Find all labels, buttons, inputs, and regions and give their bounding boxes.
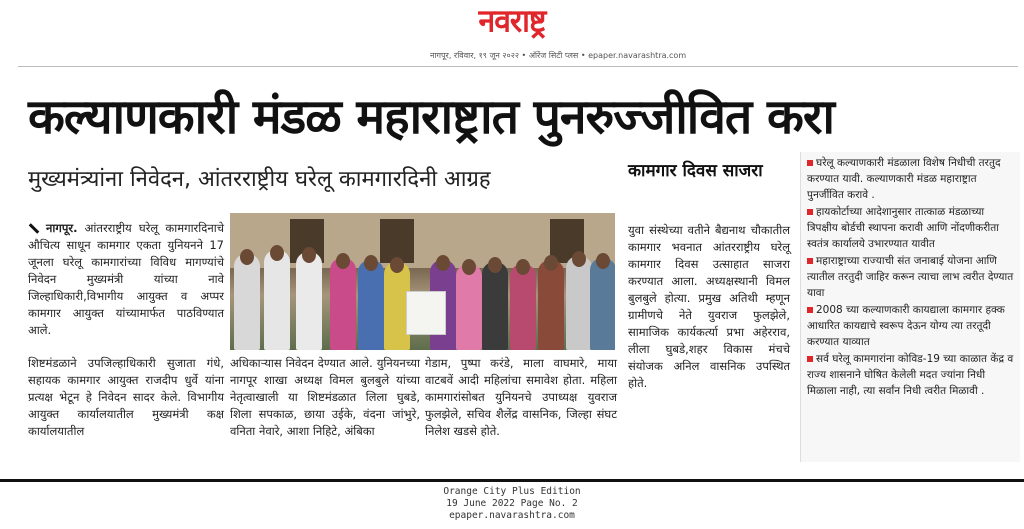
bullet-square-icon [807, 356, 813, 362]
demand-item [807, 253, 1016, 301]
article-photo [230, 213, 615, 350]
photo-person [296, 252, 322, 350]
dateline: नागपूर, रविवार, १९ जून २०२२ • ऑरेंज सिटी प्लस • epaper.navarashtra.com [430, 51, 687, 60]
photo-head [488, 257, 502, 273]
demand-item [807, 302, 1016, 350]
demand-text: 2008 च्या कल्याणकारी कायद्याला कामगार हक्क आधारित कायद्याचे स्वरूप देऊन योग्य त्या तरतूदी करण्यात याव्यात [807, 304, 1005, 348]
box-text: युवा संस्थेच्या वतीने बैद्यनाथ चौकातील कामगार भवनात आंतरराष्ट्रीय घरेलू कामगार दिवस उत्साहात साजरा करण्यात आला. अध्यक्षस्थानी विमल बुलबुले होत्या. प्रमुख अतिथी म्हणून ग्रामीणचे नेते युवराज फुलझेले, सामाजिक कार्यकर्त्या प्रभा अहेरराव, लीला घुबडे,शहर विकास मंचचे संयोजक अनिल वासनिक उपस्थित होते. [628, 223, 790, 390]
photo-head [572, 251, 586, 267]
photo-head [270, 245, 284, 261]
photo-head [240, 249, 254, 265]
photo-person [330, 258, 356, 350]
demand-text: हायकोर्टाच्या आदेशानुसार तात्काळ मंडळाच्या त्रिपक्षीय बोर्डची स्थापना करावी आणि नोंदणीकरीता स्वतंत्र कार्यालये उभारण्यात यावीत [807, 206, 999, 250]
article-column-2b: गेडाम, पुष्पा करंडे, माला वाघमारे, माया वाटबवें आदी महिलांचा समावेश होता. महिला कामगारांसोबत युनियनचे उपाध्यक्ष युवराज फुलझेले, सचिव शैलेंद्र वासनिक, जिल्हा संघट निलेश खडसे होते. [425, 356, 617, 438]
photo-head [336, 253, 350, 269]
slash-marker-icon [29, 223, 40, 234]
demand-item [807, 351, 1016, 399]
photo-memorandum-paper [406, 291, 446, 335]
edition-footer [0, 486, 1024, 526]
photo-person [234, 254, 260, 350]
photo-head [364, 255, 378, 271]
photo-head [390, 257, 404, 273]
article-headline: कल्याणकारी मंडळ महाराष्ट्रात पुनरुज्जीवित करा [28, 89, 834, 145]
photo-head [302, 247, 316, 263]
article-column-1b: शिष्टमंडळाने उपजिल्हाधिकारी सुजाता गंधे, सहायक कामगार आयुक्त राजदीप धुर्वे यांना प्रत्यक्ष भेटून हे निवेदन सादर केले. विभागीय आयुक्त कार्यालयातील मुख्यमंत्री कक्ष कार्यालयातील [28, 356, 224, 438]
bullet-square-icon [807, 258, 813, 264]
article-column-1a [28, 220, 224, 355]
article-column-2a: अधिकाऱ्यास निवेदन देण्यात आले. युनियनच्या नागपूर शाखा अध्यक्ष विमल बुलबुले यांच्या नेतृत्वाखाली या शिष्टमंडळात लिला घुबडे, शिला सपकाळ, छाया उईके, वंदना जांभुरे, वनिता नेवारे, आशा निहिटे, अंबिका [230, 356, 420, 438]
photo-person [590, 258, 615, 350]
bottom-rule [0, 479, 1024, 482]
article-text-1a: आंतरराष्ट्रीय घरेलू कामगारदिनाचे औचित्य साधून कामगार एकता युनियनने 17 जूनला घरेलू कामगारांच्या विविध मागण्यांचे निवेदन मुख्यमंत्री यांच्या नावे जिल्हाधिकारी,विभागीय आयुक्त व अप्पर कामगार आयुक्त यांच्यामार्फत पाठविण्यात आले. [28, 221, 224, 337]
photo-person [482, 262, 508, 350]
bullet-square-icon [807, 209, 813, 215]
demand-item [807, 204, 1016, 252]
bullet-square-icon [807, 307, 813, 313]
demand-item [807, 155, 1016, 203]
demand-text: महाराष्ट्राच्या राज्याची संत जनाबाई योजना आणि त्यातील तरतुदी जाहिर करून त्याचा लाभ त्वरीत देण्यात यावा [807, 255, 1014, 299]
photo-head [596, 253, 610, 269]
newspaper-logo: नवराष्ट्र [478, 3, 546, 40]
photo-person [456, 264, 482, 350]
edition-url: epaper.navarashtra.com [449, 510, 575, 521]
photo-head [462, 259, 476, 275]
article-subhead: मुख्यमंत्र्यांना निवेदन, आंतरराष्ट्रीय घरेलू कामगारदिनी आग्रह [28, 167, 491, 192]
photo-head [516, 259, 530, 275]
top-rule [18, 66, 1018, 67]
edition-date-page: 19 June 2022 Page No. 2 [446, 498, 578, 509]
bullet-square-icon [807, 160, 813, 166]
photo-person [358, 260, 384, 350]
masthead [0, 0, 1024, 42]
article-place: नागपूर. [46, 221, 78, 235]
edition-name: Orange City Plus Edition [443, 486, 581, 497]
demands-sidebar [800, 152, 1020, 462]
box-title: कामगार दिवस साजरा [628, 161, 763, 181]
demand-text: घरेलू कल्याणकारी मंडळाला विशेष निधीची तरतुद करण्यात यावी. कल्याणकारी मंडळ महाराष्ट्रात पुनर्जीवित करावे . [807, 157, 1001, 201]
photo-head [544, 255, 558, 271]
photo-person [510, 264, 536, 350]
photo-person [538, 260, 564, 350]
photo-person [566, 256, 592, 350]
photo-person [264, 250, 290, 350]
photo-head [436, 255, 450, 271]
demand-text: सर्व घरेलू कामगारांना कोविड-19 च्या काळात केंद्र व राज्य शासनाने घोषित केलेली मदत ज्यांना निधी मिळाला नाही, त्या सर्वांन निधी त्वरीत मिळावी . [807, 353, 1014, 397]
